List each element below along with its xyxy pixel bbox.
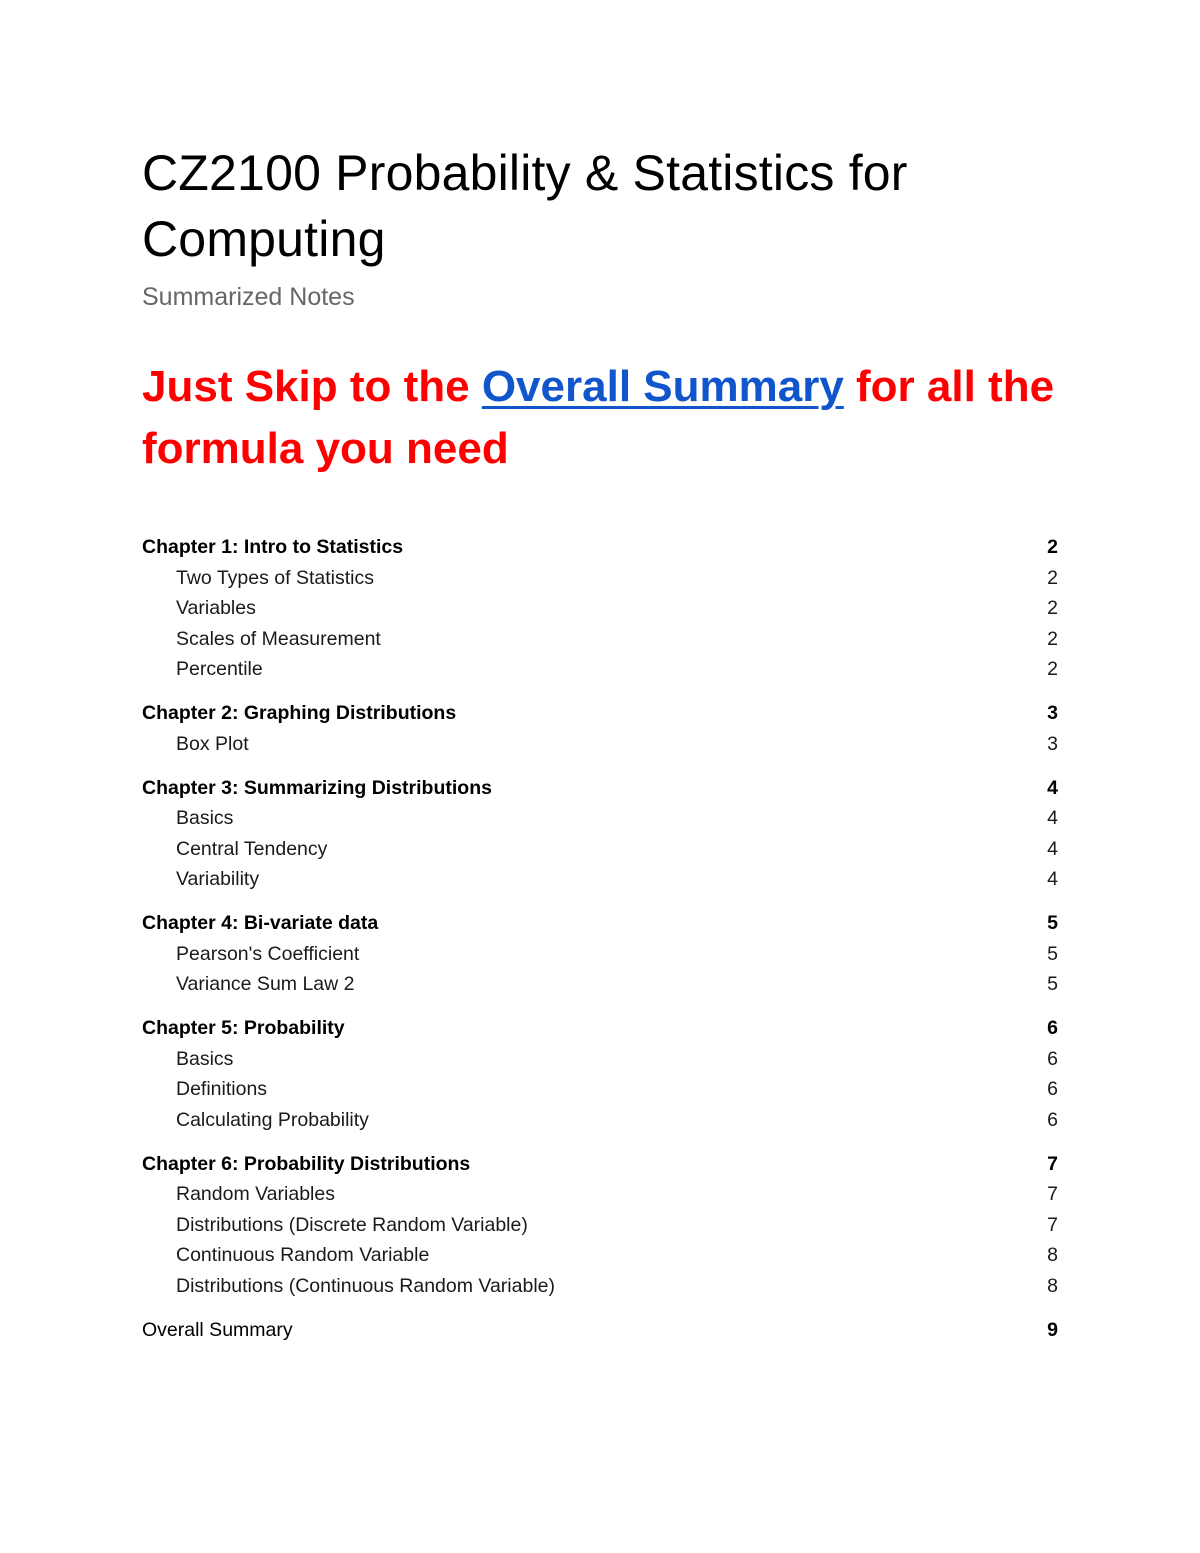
toc-chapter-3[interactable] xyxy=(142,773,1058,804)
toc-item-label: Continuous Random Variable xyxy=(176,1244,430,1266)
toc-item-label: Definitions xyxy=(176,1078,268,1100)
toc-item[interactable] xyxy=(142,803,1058,834)
toc-item-label: Variability xyxy=(176,868,260,890)
toc-item[interactable] xyxy=(142,939,1058,970)
toc-item[interactable] xyxy=(142,1044,1058,1075)
toc-item-label: Scales of Measurement xyxy=(176,627,381,650)
toc-page-number: 4 xyxy=(1047,776,1058,799)
toc-item[interactable] xyxy=(142,654,1058,685)
toc-item[interactable] xyxy=(142,593,1058,624)
toc-item[interactable] xyxy=(142,969,1058,1000)
toc-item[interactable] xyxy=(142,624,1058,655)
toc-chapter-5[interactable] xyxy=(142,1013,1058,1044)
toc-page-number: 4 xyxy=(1047,807,1058,829)
toc-item[interactable] xyxy=(142,1271,1058,1302)
toc-item[interactable] xyxy=(142,1074,1058,1105)
toc-item[interactable] xyxy=(142,1105,1058,1136)
toc-item-label: Basics xyxy=(176,1047,234,1070)
toc-chapter-1[interactable] xyxy=(142,532,1058,563)
toc-page-number: 8 xyxy=(1047,1244,1058,1266)
toc-page-number: 7 xyxy=(1047,1183,1058,1205)
toc-page-number: 3 xyxy=(1047,732,1058,755)
toc-page-number: 2 xyxy=(1047,536,1058,558)
toc-page-number: 6 xyxy=(1047,1078,1058,1100)
toc-spacer xyxy=(142,759,1058,773)
toc-item-label: Basics xyxy=(176,807,234,829)
toc-chapter-2[interactable] xyxy=(142,698,1058,729)
toc-page-number: 4 xyxy=(1047,837,1058,860)
toc-item-label: Box Plot xyxy=(176,732,249,755)
toc-item-label: Central Tendency xyxy=(176,837,328,860)
skip-notice-before: Just Skip to the xyxy=(142,362,482,411)
toc-page-number: 7 xyxy=(1047,1152,1058,1175)
toc-item-label: Variables xyxy=(176,597,256,619)
toc-spacer xyxy=(142,895,1058,909)
toc-chapter-6[interactable] xyxy=(142,1149,1058,1180)
toc-item-label: Random Variables xyxy=(176,1183,335,1205)
table-of-contents xyxy=(142,532,1058,1345)
toc-item-label: Percentile xyxy=(176,658,263,680)
toc-overall-summary[interactable] xyxy=(142,1315,1058,1346)
toc-page-number: 5 xyxy=(1047,973,1058,995)
toc-page-number: 7 xyxy=(1047,1213,1058,1236)
toc-chapter-label: Chapter 3: Summarizing Distributions xyxy=(142,776,492,799)
toc-page-number: 6 xyxy=(1047,1017,1058,1039)
toc-page-number: 2 xyxy=(1047,566,1058,589)
toc-page-number: 6 xyxy=(1047,1047,1058,1070)
toc-item[interactable] xyxy=(142,1210,1058,1241)
overall-summary-link[interactable]: Overall Summary xyxy=(481,362,844,411)
toc-spacer xyxy=(142,1301,1058,1315)
toc-page-number: 2 xyxy=(1047,597,1058,619)
toc-summary-label: Overall Summary xyxy=(142,1318,293,1341)
toc-item[interactable] xyxy=(142,729,1058,760)
toc-item[interactable] xyxy=(142,1240,1058,1271)
toc-item-label: Distributions (Discrete Random Variable) xyxy=(176,1213,528,1236)
toc-page-number: 3 xyxy=(1047,702,1058,724)
toc-chapter-label: Chapter 6: Probability Distributions xyxy=(142,1152,471,1175)
toc-spacer xyxy=(142,1000,1058,1014)
toc-page-number: 8 xyxy=(1047,1274,1058,1297)
toc-spacer xyxy=(142,1135,1058,1149)
toc-page-number: 5 xyxy=(1047,942,1058,965)
toc-page-number: 9 xyxy=(1047,1318,1058,1341)
skip-notice xyxy=(142,356,1058,480)
toc-chapter-label: Chapter 4: Bi-variate data xyxy=(142,912,379,934)
toc-page-number: 6 xyxy=(1047,1108,1058,1131)
document-subtitle: Summarized Notes xyxy=(142,283,355,311)
toc-page-number: 2 xyxy=(1047,627,1058,650)
skip-notice-after: for all the formula you need xyxy=(142,362,1055,473)
toc-chapter-4[interactable] xyxy=(142,908,1058,939)
toc-page-number: 4 xyxy=(1047,868,1058,890)
toc-spacer xyxy=(142,685,1058,699)
toc-page-number: 2 xyxy=(1047,658,1058,680)
document-title: CZ2100 Probability & Statistics for Computing xyxy=(142,145,908,267)
toc-item-label: Two Types of Statistics xyxy=(176,566,374,589)
toc-page-number: 5 xyxy=(1047,912,1058,934)
toc-item-label: Pearson's Coefficient xyxy=(176,942,360,965)
toc-item[interactable] xyxy=(142,834,1058,865)
toc-item[interactable] xyxy=(142,563,1058,594)
document-page xyxy=(142,140,1058,1345)
toc-chapter-label: Chapter 2: Graphing Distributions xyxy=(142,702,457,724)
toc-item-label: Distributions (Continuous Random Variable) xyxy=(176,1274,555,1297)
toc-item-label: Variance Sum Law 2 xyxy=(176,973,355,995)
toc-item[interactable] xyxy=(142,864,1058,895)
toc-chapter-label: Chapter 1: Intro to Statistics xyxy=(142,536,404,558)
toc-chapter-label: Chapter 5: Probability xyxy=(142,1017,345,1039)
toc-item-label: Calculating Probability xyxy=(176,1108,369,1131)
toc-item[interactable] xyxy=(142,1179,1058,1210)
